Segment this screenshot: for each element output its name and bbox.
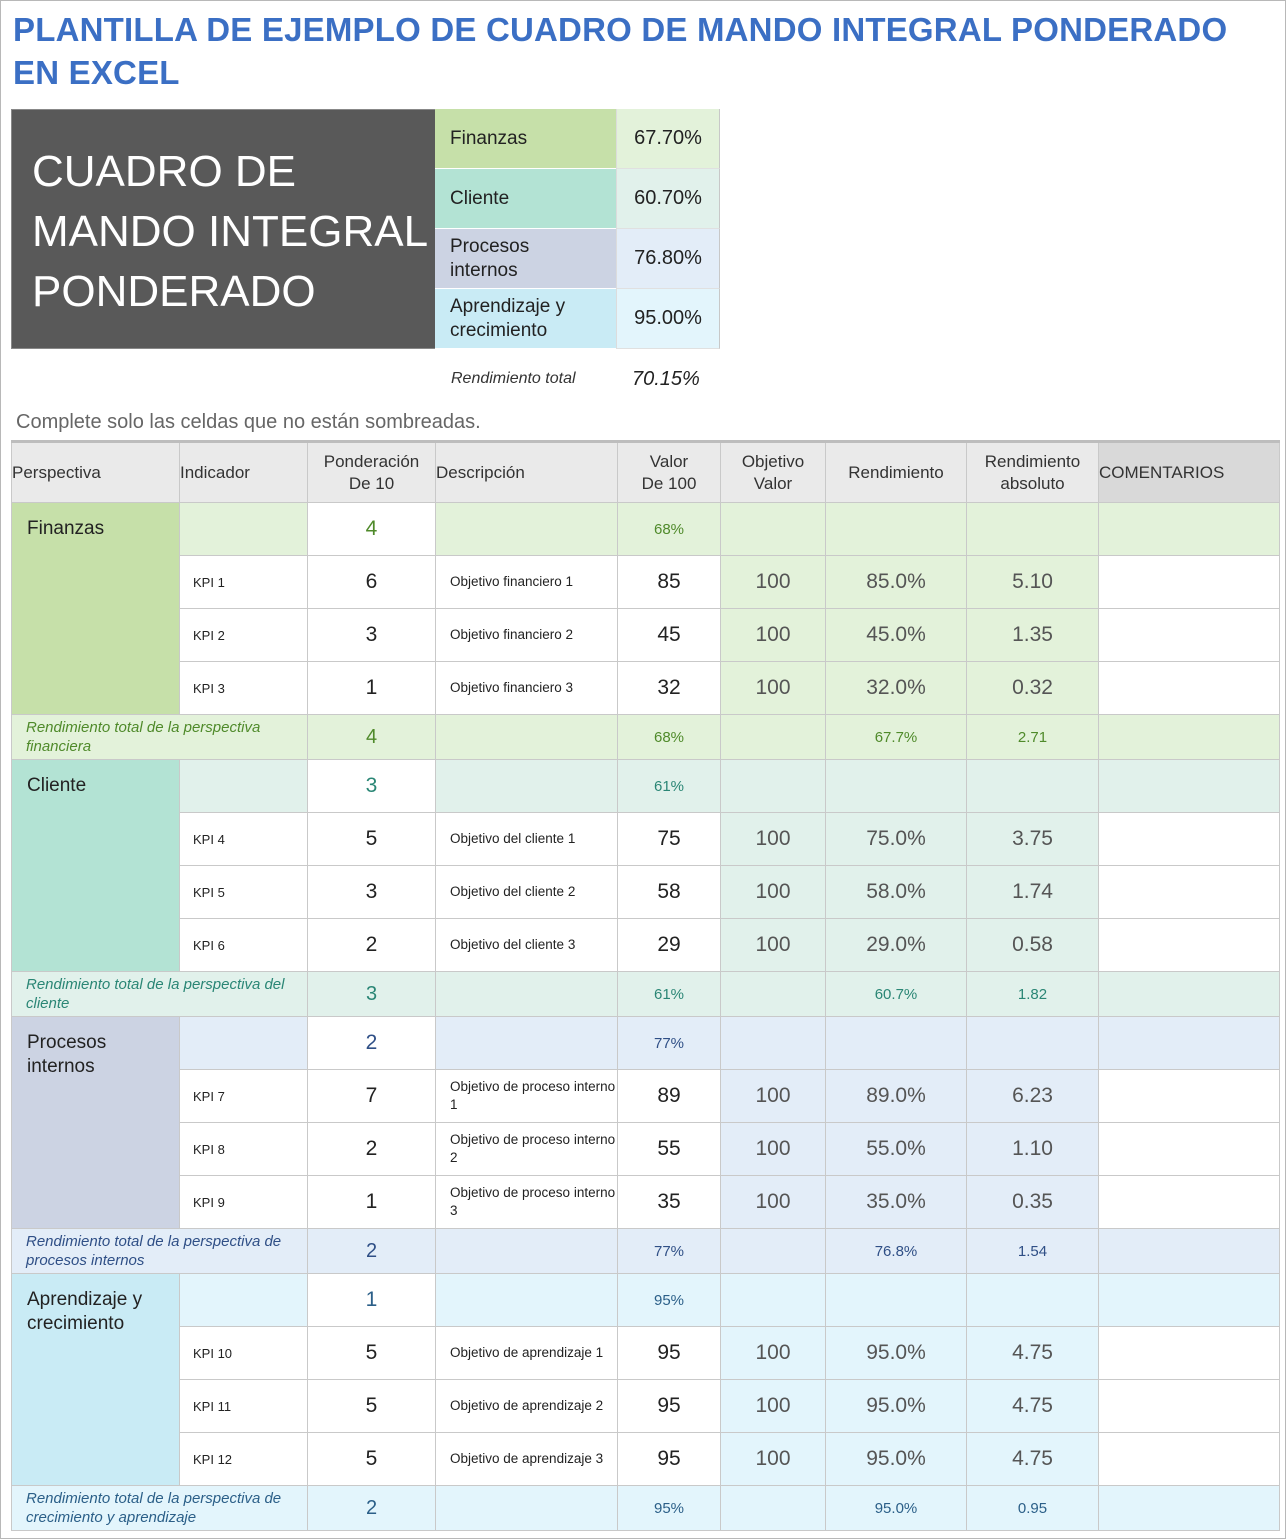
cell bbox=[721, 1017, 826, 1070]
kpi-weight-input[interactable]: 5 bbox=[308, 813, 436, 866]
summary-row-procesos bbox=[435, 229, 720, 289]
kpi-absolute: 6.23 bbox=[967, 1070, 1099, 1123]
kpi-performance: 75.0% bbox=[826, 813, 967, 866]
kpi-performance: 32.0% bbox=[826, 662, 967, 715]
kpi-absolute: 0.35 bbox=[967, 1176, 1099, 1229]
section-row-cliente bbox=[12, 760, 1280, 813]
cell bbox=[721, 1229, 826, 1274]
section-row-aprendizaje bbox=[12, 1274, 1280, 1327]
kpi-description-input[interactable]: Objetivo del cliente 1 bbox=[436, 813, 618, 866]
kpi-target: 100 bbox=[721, 866, 826, 919]
cell bbox=[180, 503, 308, 556]
cell bbox=[721, 760, 826, 813]
header-text: Objetivo bbox=[741, 451, 805, 471]
section-total-value: 68% bbox=[618, 715, 721, 760]
cell bbox=[967, 503, 1099, 556]
summary-heading bbox=[11, 109, 436, 349]
comment-input[interactable] bbox=[1099, 609, 1280, 662]
section-total-weight: 4 bbox=[308, 715, 436, 760]
summary-heading-line: CUADRO DE bbox=[32, 147, 297, 196]
kpi-performance: 45.0% bbox=[826, 609, 967, 662]
header-row bbox=[12, 442, 1280, 503]
kpi-name-input[interactable]: KPI 7 bbox=[180, 1070, 308, 1123]
perspective-value: 61% bbox=[618, 760, 721, 813]
perspective-name: Aprendizaje y crecimiento bbox=[27, 1289, 143, 1334]
summary-value[interactable]: 67.70% bbox=[616, 109, 720, 169]
summary-label: Procesos internos bbox=[435, 229, 616, 289]
cell bbox=[721, 972, 826, 1017]
comment-input[interactable] bbox=[1099, 1176, 1280, 1229]
kpi-weight-input[interactable]: 3 bbox=[308, 866, 436, 919]
kpi-target: 100 bbox=[721, 1070, 826, 1123]
kpi-value-input[interactable]: 55 bbox=[618, 1123, 721, 1176]
section-total-label: Rendimiento total de la perspectiva del cliente bbox=[12, 972, 308, 1017]
scorecard-table bbox=[11, 440, 1280, 1531]
cell bbox=[721, 1274, 826, 1327]
table-row bbox=[12, 919, 1280, 972]
kpi-name-input[interactable]: KPI 4 bbox=[180, 813, 308, 866]
section-total-weight: 2 bbox=[308, 1229, 436, 1274]
comment-input[interactable] bbox=[1099, 1123, 1280, 1176]
page-title: PLANTILLA DE EJEMPLO DE CUADRO DE MANDO INTEGRAL PONDERADO EN EXCEL bbox=[13, 11, 1228, 91]
table-row bbox=[12, 1380, 1280, 1433]
kpi-target: 100 bbox=[721, 1123, 826, 1176]
kpi-absolute: 5.10 bbox=[967, 556, 1099, 609]
kpi-target: 100 bbox=[721, 662, 826, 715]
section-total-value: 95% bbox=[618, 1486, 721, 1531]
section-total-row bbox=[12, 1486, 1280, 1531]
section-row-procesos bbox=[12, 1017, 1280, 1070]
kpi-description-input[interactable]: Objetivo de aprendizaje 1 bbox=[436, 1327, 618, 1380]
summary-heading-line: MANDO INTEGRAL bbox=[32, 207, 429, 256]
kpi-description-input[interactable]: Objetivo del cliente 3 bbox=[436, 919, 618, 972]
kpi-target: 100 bbox=[721, 1433, 826, 1486]
cell bbox=[1099, 715, 1280, 760]
header-rendimiento: Rendimiento bbox=[826, 442, 967, 503]
kpi-value-input[interactable]: 32 bbox=[618, 662, 721, 715]
kpi-name-input[interactable]: KPI 12 bbox=[180, 1433, 308, 1486]
kpi-weight-input[interactable]: 5 bbox=[308, 1433, 436, 1486]
table-row bbox=[12, 866, 1280, 919]
table-row bbox=[12, 1327, 1280, 1380]
summary-value[interactable]: 60.70% bbox=[616, 169, 720, 229]
perspective-weight-input[interactable]: 1 bbox=[308, 1274, 436, 1327]
header-valor bbox=[618, 442, 721, 503]
cell bbox=[1099, 1274, 1280, 1327]
cell bbox=[436, 1486, 618, 1531]
section-total-performance: 60.7% bbox=[826, 972, 967, 1017]
kpi-description-input[interactable]: Objetivo financiero 3 bbox=[436, 662, 618, 715]
section-total-absolute: 1.82 bbox=[967, 972, 1099, 1017]
kpi-value-input[interactable]: 35 bbox=[618, 1176, 721, 1229]
header-text: absoluto bbox=[1000, 473, 1065, 493]
kpi-name-input[interactable]: KPI 2 bbox=[180, 609, 308, 662]
kpi-weight-input[interactable]: 5 bbox=[308, 1327, 436, 1380]
kpi-performance: 95.0% bbox=[826, 1433, 967, 1486]
kpi-target: 100 bbox=[721, 1327, 826, 1380]
kpi-target: 100 bbox=[721, 1380, 826, 1433]
kpi-description-input[interactable]: Objetivo de proceso interno 3 bbox=[436, 1176, 618, 1229]
section-total-absolute: 1.54 bbox=[967, 1229, 1099, 1274]
comment-input[interactable] bbox=[1099, 813, 1280, 866]
kpi-target: 100 bbox=[721, 919, 826, 972]
cell bbox=[826, 1274, 967, 1327]
table-row bbox=[12, 1433, 1280, 1486]
kpi-value-input[interactable]: 89 bbox=[618, 1070, 721, 1123]
cell bbox=[436, 715, 618, 760]
kpi-target: 100 bbox=[721, 1176, 826, 1229]
comment-input[interactable] bbox=[1099, 1380, 1280, 1433]
perspective-weight-input[interactable]: 3 bbox=[308, 760, 436, 813]
cell bbox=[436, 760, 618, 813]
kpi-weight-input[interactable]: 3 bbox=[308, 609, 436, 662]
cell bbox=[1099, 503, 1280, 556]
header-text: De 10 bbox=[348, 473, 395, 493]
kpi-description-input[interactable]: Objetivo financiero 2 bbox=[436, 609, 618, 662]
cell bbox=[436, 503, 618, 556]
kpi-absolute: 0.32 bbox=[967, 662, 1099, 715]
section-total-label: Rendimiento total de la perspectiva de crecimiento y aprendizaje bbox=[12, 1486, 308, 1531]
kpi-absolute: 1.35 bbox=[967, 609, 1099, 662]
comment-input[interactable] bbox=[1099, 662, 1280, 715]
perspective-weight-input[interactable]: 2 bbox=[308, 1017, 436, 1070]
kpi-name-input[interactable]: KPI 6 bbox=[180, 919, 308, 972]
section-row-finanzas bbox=[12, 503, 1280, 556]
kpi-name-input[interactable]: KPI 5 bbox=[180, 866, 308, 919]
kpi-absolute: 4.75 bbox=[967, 1433, 1099, 1486]
cell bbox=[721, 715, 826, 760]
perspective-finanzas: Finanzas bbox=[12, 503, 180, 715]
perspective-value: 95% bbox=[618, 1274, 721, 1327]
total-performance-label: Rendimiento total bbox=[451, 370, 576, 387]
kpi-value-input[interactable]: 95 bbox=[618, 1380, 721, 1433]
summary-row-aprendizaje bbox=[435, 289, 720, 349]
section-total-performance: 67.7% bbox=[826, 715, 967, 760]
section-total-label: Rendimiento total de la perspectiva financiera bbox=[12, 715, 308, 760]
kpi-target: 100 bbox=[721, 556, 826, 609]
perspective-procesos bbox=[12, 1017, 180, 1229]
perspective-weight-input[interactable]: 4 bbox=[308, 503, 436, 556]
kpi-weight-input[interactable]: 1 bbox=[308, 662, 436, 715]
kpi-description-input[interactable]: Objetivo del cliente 2 bbox=[436, 866, 618, 919]
cell bbox=[436, 1017, 618, 1070]
summary-row-finanzas bbox=[435, 109, 720, 169]
cell bbox=[1099, 1229, 1280, 1274]
comment-input[interactable] bbox=[1099, 556, 1280, 609]
section-total-weight: 3 bbox=[308, 972, 436, 1017]
cell bbox=[1099, 1486, 1280, 1531]
kpi-value-input[interactable]: 58 bbox=[618, 866, 721, 919]
cell bbox=[436, 972, 618, 1017]
cell bbox=[1099, 972, 1280, 1017]
kpi-absolute: 4.75 bbox=[967, 1380, 1099, 1433]
total-performance-value[interactable]: 70.15% bbox=[632, 368, 700, 390]
cell bbox=[826, 760, 967, 813]
kpi-description-input[interactable]: Objetivo de proceso interno 2 bbox=[436, 1123, 618, 1176]
perspective-cliente: Cliente bbox=[12, 760, 180, 972]
header-text: Valor bbox=[649, 451, 689, 471]
cell bbox=[721, 503, 826, 556]
cell bbox=[826, 1017, 967, 1070]
header-text: Valor bbox=[753, 473, 793, 493]
kpi-performance: 35.0% bbox=[826, 1176, 967, 1229]
perspective-value: 68% bbox=[618, 503, 721, 556]
kpi-absolute: 3.75 bbox=[967, 813, 1099, 866]
kpi-value-input[interactable]: 85 bbox=[618, 556, 721, 609]
summary-heading-line: PONDERADO bbox=[32, 267, 316, 316]
cell bbox=[436, 1229, 618, 1274]
comment-input[interactable] bbox=[1099, 1327, 1280, 1380]
table-row bbox=[12, 1070, 1280, 1123]
kpi-target: 100 bbox=[721, 813, 826, 866]
kpi-performance: 55.0% bbox=[826, 1123, 967, 1176]
kpi-name-input[interactable]: KPI 1 bbox=[180, 556, 308, 609]
kpi-performance: 89.0% bbox=[826, 1070, 967, 1123]
header-indicador: Indicador bbox=[180, 442, 308, 503]
kpi-weight-input[interactable]: 1 bbox=[308, 1176, 436, 1229]
summary-label: Finanzas bbox=[435, 109, 616, 169]
kpi-value-input[interactable]: 95 bbox=[618, 1433, 721, 1486]
cell bbox=[1099, 1017, 1280, 1070]
comment-input[interactable] bbox=[1099, 919, 1280, 972]
cell bbox=[180, 760, 308, 813]
summary-label: Aprendizaje y crecimiento bbox=[435, 289, 616, 349]
cell bbox=[721, 1486, 826, 1531]
kpi-weight-input[interactable]: 7 bbox=[308, 1070, 436, 1123]
kpi-description-input[interactable]: Objetivo de proceso interno 1 bbox=[436, 1070, 618, 1123]
kpi-weight-input[interactable]: 2 bbox=[308, 1123, 436, 1176]
kpi-value-input[interactable]: 95 bbox=[618, 1327, 721, 1380]
kpi-name-input[interactable]: KPI 8 bbox=[180, 1123, 308, 1176]
section-total-absolute: 2.71 bbox=[967, 715, 1099, 760]
header-comentarios: COMENTARIOS bbox=[1099, 442, 1280, 503]
kpi-name-input[interactable]: KPI 11 bbox=[180, 1380, 308, 1433]
cell bbox=[436, 1274, 618, 1327]
cell bbox=[967, 760, 1099, 813]
kpi-weight-input[interactable]: 2 bbox=[308, 919, 436, 972]
section-total-row bbox=[12, 1229, 1280, 1274]
summary-value[interactable]: 76.80% bbox=[616, 229, 720, 289]
section-total-absolute: 0.95 bbox=[967, 1486, 1099, 1531]
header-descripcion: Descripción bbox=[436, 442, 618, 503]
kpi-performance: 95.0% bbox=[826, 1380, 967, 1433]
section-total-row bbox=[12, 972, 1280, 1017]
header-text: Ponderación bbox=[323, 451, 420, 471]
header-text: De 100 bbox=[641, 473, 697, 493]
comment-input[interactable] bbox=[1099, 866, 1280, 919]
kpi-weight-input[interactable]: 6 bbox=[308, 556, 436, 609]
cell bbox=[967, 1017, 1099, 1070]
kpi-weight-input[interactable]: 5 bbox=[308, 1380, 436, 1433]
header-objetivo bbox=[721, 442, 826, 503]
kpi-performance: 58.0% bbox=[826, 866, 967, 919]
comment-input[interactable] bbox=[1099, 1070, 1280, 1123]
perspective-value: 77% bbox=[618, 1017, 721, 1070]
section-total-weight: 2 bbox=[308, 1486, 436, 1531]
kpi-value-input[interactable]: 75 bbox=[618, 813, 721, 866]
header-rendimiento-absoluto bbox=[967, 442, 1099, 503]
kpi-performance: 95.0% bbox=[826, 1327, 967, 1380]
cell bbox=[967, 1274, 1099, 1327]
summary-label: Cliente bbox=[435, 169, 616, 229]
perspective-name: Procesos internos bbox=[27, 1032, 107, 1077]
section-total-row bbox=[12, 715, 1280, 760]
table-row bbox=[12, 1176, 1280, 1229]
table-row bbox=[12, 609, 1280, 662]
kpi-target: 100 bbox=[721, 609, 826, 662]
kpi-description-input[interactable]: Objetivo de aprendizaje 3 bbox=[436, 1433, 618, 1486]
table-row bbox=[12, 1123, 1280, 1176]
table-row bbox=[12, 662, 1280, 715]
kpi-performance: 29.0% bbox=[826, 919, 967, 972]
cell bbox=[180, 1017, 308, 1070]
header-ponderacion bbox=[308, 442, 436, 503]
cell bbox=[826, 503, 967, 556]
kpi-name-input[interactable]: KPI 9 bbox=[180, 1176, 308, 1229]
cell bbox=[1099, 760, 1280, 813]
comment-input[interactable] bbox=[1099, 1433, 1280, 1486]
section-total-label: Rendimiento total de la perspectiva de procesos internos bbox=[12, 1229, 308, 1274]
summary-value[interactable]: 95.00% bbox=[616, 289, 720, 349]
kpi-value-input[interactable]: 45 bbox=[618, 609, 721, 662]
section-total-value: 77% bbox=[618, 1229, 721, 1274]
section-total-value: 61% bbox=[618, 972, 721, 1017]
section-total-performance: 76.8% bbox=[826, 1229, 967, 1274]
kpi-description-input[interactable]: Objetivo de aprendizaje 2 bbox=[436, 1380, 618, 1433]
kpi-absolute: 1.10 bbox=[967, 1123, 1099, 1176]
kpi-performance: 85.0% bbox=[826, 556, 967, 609]
kpi-value-input[interactable]: 29 bbox=[618, 919, 721, 972]
kpi-name-input[interactable]: KPI 3 bbox=[180, 662, 308, 715]
kpi-description-input[interactable]: Objetivo financiero 1 bbox=[436, 556, 618, 609]
kpi-absolute: 4.75 bbox=[967, 1327, 1099, 1380]
kpi-name-input[interactable]: KPI 10 bbox=[180, 1327, 308, 1380]
header-perspectiva: Perspectiva bbox=[12, 442, 180, 503]
kpi-absolute: 1.74 bbox=[967, 866, 1099, 919]
instruction-note: Complete solo las celdas que no están sombreadas. bbox=[16, 411, 481, 433]
section-total-performance: 95.0% bbox=[826, 1486, 967, 1531]
summary-row-cliente bbox=[435, 169, 720, 229]
header-text: Rendimiento bbox=[984, 451, 1081, 471]
kpi-absolute: 0.58 bbox=[967, 919, 1099, 972]
table-row bbox=[12, 813, 1280, 866]
perspective-aprendizaje bbox=[12, 1274, 180, 1486]
table-row bbox=[12, 556, 1280, 609]
cell bbox=[180, 1274, 308, 1327]
